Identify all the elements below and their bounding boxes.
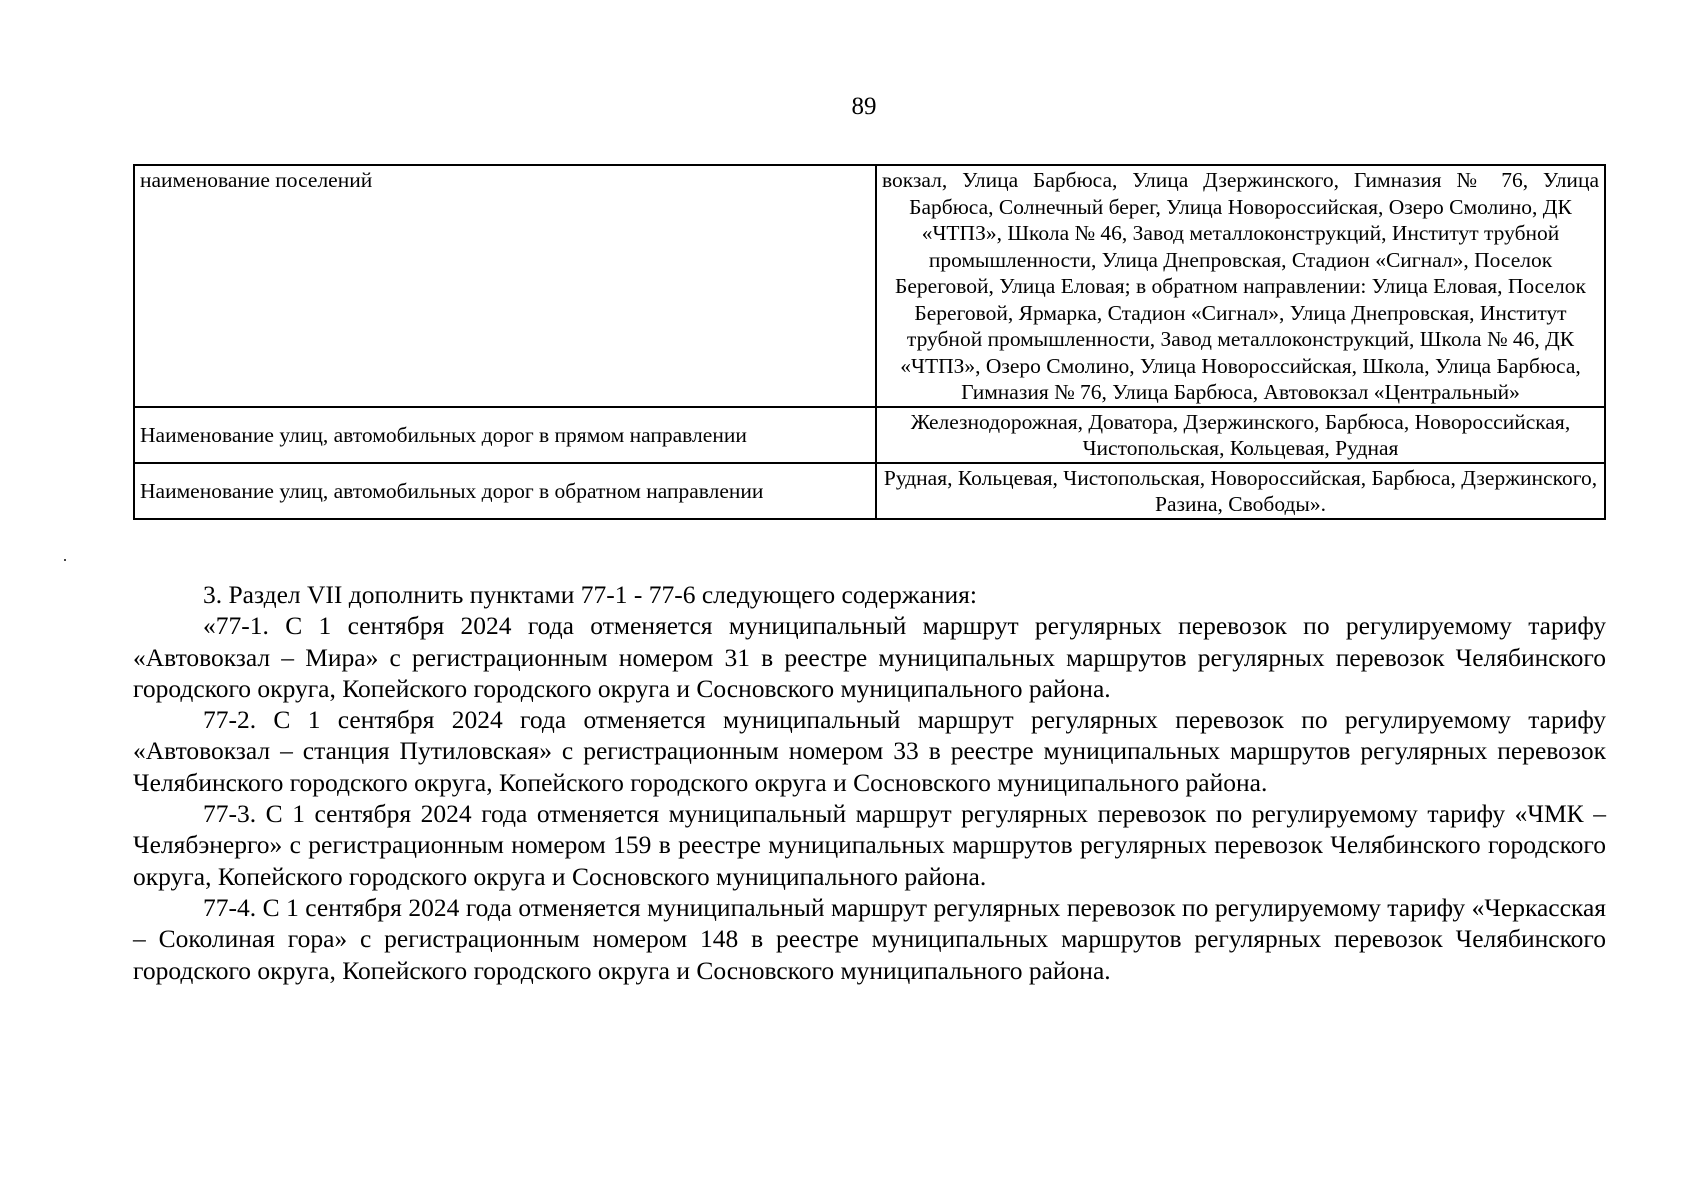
paragraph-77-1: «77-1. С 1 сентября 2024 года отменяется муниципальный маршрут регулярных перевозок по регулируемому тарифу «Автовокзал – Мира» с регистрационным номером 31 в реестре муниципальных маршрутов регулярных перевозок Челябинского городского округа, Копейского городского округа и Сосновского муниципального района. <box>133 611 1606 703</box>
table-cell-value-rest: Барбюса, Солнечный берег, Улица Новороссийская, Озеро Смолино, ДК «ЧТПЗ», Школа № 46, Завод металлоконструкций, Институт трубной промышленности, Улица Днепровская, Стадион «Сигнал», Поселок Береговой, Улица Еловая; в обратном направлении: Улица Еловая, Поселок Береговой, Ярмарка, Стадион «Сигнал», Улица Днепровская, Институт трубной промышленности, Завод металлоконструкций, Школа № 46, ДК «ЧТПЗ», Озеро Смолино, Улица Новороссийская, Школа, Улица Барбюса, Гимназия № 76, Улица Барбюса, Автовокзал «Центральный» <box>895 194 1586 404</box>
page-number: 89 <box>851 93 877 120</box>
table-cell-value: Рудная, Кольцевая, Чистопольская, Новороссийская, Барбюса, Дзержинского, Разина, Свободы». <box>876 463 1605 519</box>
paragraph-77-3: 77-3. С 1 сентября 2024 года отменяется муниципальный маршрут регулярных перевозок по регулируемому тарифу «ЧМК – Челябэнерго» с регистрационным номером 159 в реестре муниципальных маршрутов регулярных перевозок Челябинского городского округа, Копейского городского округа и Сосновского муниципального района. <box>133 799 1606 891</box>
table-cell-value-first-line: вокзал, Улица Барбюса, Улица Дзержинского, Гимназия № 76, Улица <box>882 168 1599 192</box>
table-cell-value: Железнодорожная, Доватора, Дзержинского, Барбюса, Новороссийская, Чистопольская, Кольцевая, Рудная <box>876 407 1605 463</box>
table-cell-label: Наименование улиц, автомобильных дорог в обратном направлении <box>134 463 876 519</box>
scan-speck <box>64 559 66 561</box>
document-body <box>133 579 1606 986</box>
table-cell-value <box>876 165 1605 407</box>
table-row <box>134 463 1605 519</box>
table-row <box>134 165 1605 407</box>
paragraph-77-4: 77-4. С 1 сентября 2024 года отменяется муниципальный маршрут регулярных перевозок по регулируемому тарифу «Черкасская – Соколиная гора» с регистрационным номером 148 в реестре муниципальных маршрутов регулярных перевозок Челябинского городского округа, Копейского городского округа и Сосновского муниципального района. <box>133 892 1606 985</box>
paragraph-77-2: 77-2. С 1 сентября 2024 года отменяется муниципальный маршрут регулярных перевозок по регулируемому тарифу «Автовокзал – станция Путиловская» с регистрационным номером 33 в реестре муниципальных маршрутов регулярных перевозок Челябинского городского округа, Копейского городского округа и Сосновского муниципального района. <box>133 705 1606 797</box>
table-row <box>134 407 1605 463</box>
table-cell-label: Наименование улиц, автомобильных дорог в прямом направлении <box>134 407 876 463</box>
route-table <box>133 164 1606 520</box>
table-cell-label: наименование поселений <box>134 165 876 407</box>
paragraph-section-3: 3. Раздел VII дополнить пунктами 77-1 - 77-6 следующего содержания: <box>203 580 977 609</box>
